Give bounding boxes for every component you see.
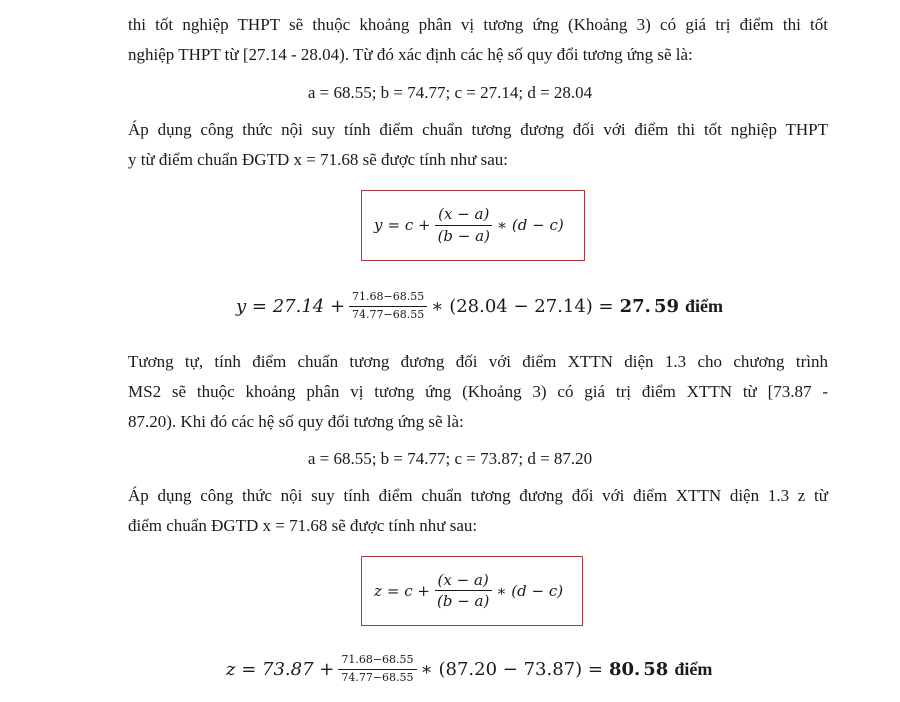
paragraph-2-line-2: y từ điểm chuẩn ĐGTD x = 71.68 sẽ được tính như sau:: [128, 150, 509, 169]
paragraph-2-line-1: Áp dụng công thức nội suy tính điểm chuẩn tương đương đối với điểm thi tốt nghiệp THPT: [128, 120, 828, 139]
result-equation-1: [236, 284, 723, 328]
result-1-value-int: 27.: [619, 295, 651, 317]
result-1-lhs: y = 27.14 +: [236, 295, 346, 317]
paragraph-3-line-2: MS2 sẽ thuộc khoảng phân vị tương ứng (Khoảng 3) có giá trị điểm XTTN từ [73.87 -: [128, 382, 828, 401]
result-1-denominator: 74.77−68.55: [352, 307, 425, 321]
result-2-numerator: 71.68−68.55: [338, 654, 416, 669]
paragraph-1: [128, 10, 828, 70]
result-1-tail: ∗ (28.04 − 27.14) =: [431, 295, 614, 317]
formula-2-tail: ∗ (d − c): [496, 581, 564, 600]
paragraph-4: [128, 481, 828, 541]
formula-1-numerator: (x − a): [435, 206, 492, 226]
formula-box-1: [361, 190, 585, 261]
interpolation-formula-1: [374, 191, 564, 259]
formula-2-numerator: (x − a): [435, 572, 492, 592]
paragraph-4-line-1: Áp dụng công thức nội suy tính điểm chuẩn tương đương đối với điểm XTTN diện 1.3 z từ: [128, 486, 828, 505]
result-2-value-int: 80.: [608, 658, 641, 680]
coefficients-line-1: a = 68.55; b = 74.77; c = 27.14; d = 28.04: [307, 83, 593, 102]
result-1-unit: điểm: [685, 295, 724, 316]
formula-1-lhs: y: [374, 216, 383, 234]
formula-1-denominator: (b − a): [437, 226, 490, 245]
formula-1-eq: = c +: [387, 216, 431, 234]
result-2-denominator: 74.77−68.55: [341, 670, 414, 684]
paragraph-1-line-2: nghiệp THPT từ [27.14 - 28.04). Từ đó xác định các hệ số quy đổi tương ứng sẽ là:: [128, 45, 693, 64]
result-1-fraction: [349, 291, 427, 320]
paragraph-1-line-1: thi tốt nghiệp THPT sẽ thuộc khoảng phân vị tương ứng (Khoảng 3) có giá trị điểm thi tốt: [128, 15, 828, 34]
interpolation-formula-2: [374, 557, 563, 624]
result-2-tail: ∗ (87.20 − 73.87) =: [420, 658, 603, 680]
paragraph-3-line-1: Tương tự, tính điểm chuẩn tương đương đối với điểm XTTN diện 1.3 cho chương trình: [128, 352, 828, 371]
result-2-unit: điểm: [674, 658, 713, 679]
result-1-numerator: 71.68−68.55: [349, 291, 427, 306]
formula-2-denominator: (b − a): [436, 592, 490, 610]
result-1-value-dec: 59: [653, 295, 680, 317]
paragraph-4-line-2: điểm chuẩn ĐGTD x = 71.68 sẽ được tính như sau:: [128, 516, 478, 535]
result-2-lhs: z = 73.87 +: [226, 658, 335, 680]
formula-1-fraction: [435, 206, 493, 244]
paragraph-3: [128, 347, 828, 437]
result-2-fraction: [338, 654, 416, 683]
formula-1-tail: ∗ (d − c): [496, 216, 564, 234]
formula-2-eq: = c +: [386, 581, 430, 600]
formula-2-lhs: z: [374, 581, 382, 600]
paragraph-3-line-3: 87.20). Khi đó các hệ số quy đổi tương ứng sẽ là:: [128, 412, 464, 431]
paragraph-2: [128, 115, 828, 175]
formula-2-fraction: [434, 572, 492, 610]
coefficients-line-2: a = 68.55; b = 74.77; c = 73.87; d = 87.20: [307, 449, 593, 468]
formula-box-2: [361, 556, 583, 626]
result-equation-2: [226, 647, 712, 691]
result-2-value-dec: 58: [643, 658, 669, 680]
